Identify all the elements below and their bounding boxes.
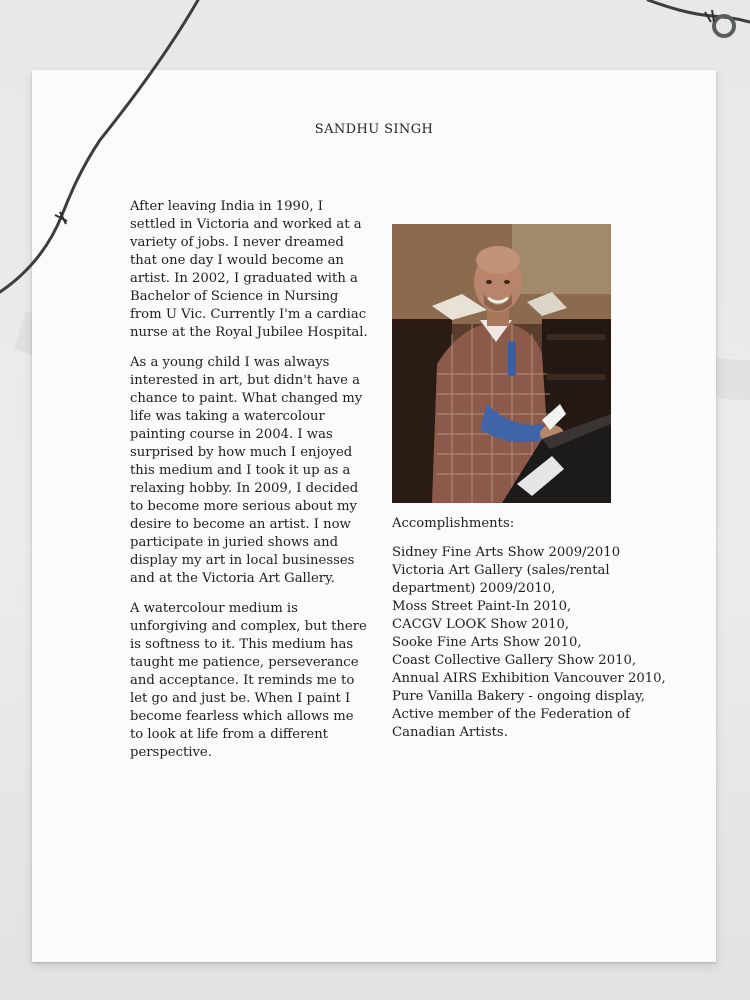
accomplishment-line: Victoria Art Gallery (sales/rental	[392, 563, 610, 578]
accomplishment-line: Sooke Fine Arts Show 2010,	[392, 635, 582, 650]
artist-name-title: SANDHU SINGH	[314, 122, 434, 137]
artist-portrait-photo	[392, 224, 611, 503]
accomplishment-line: CACGV LOOK Show 2010,	[392, 617, 570, 632]
accomplishment-line: Coast Collective Gallery Show 2010,	[392, 653, 637, 668]
accomplishment-line: Canadian Artists.	[392, 725, 508, 740]
accomplishment-line: Active member of the Federation of	[392, 707, 630, 722]
accomplishment-line: Sidney Fine Arts Show 2009/2010	[392, 545, 621, 560]
accomplishment-line: Pure Vanilla Bakery - ongoing display,	[392, 689, 645, 704]
bio-paragraph-1: After leaving India in 1990, I settled in Victoria and worked at a variety of jobs. I never dreamed that one day I would become an artist. In 2002, I graduated with a Bachelor of Science in Nursing from U Vic. Currently I'm a cardiac nurse at the Royal Jubilee Hospital.	[130, 199, 368, 340]
accomplishment-line: Annual AIRS Exhibition Vancouver 2010,	[392, 671, 666, 686]
paper-sheet	[32, 70, 716, 962]
accomplishments-heading: Accomplishments:	[392, 516, 515, 531]
accomplishment-line: Moss Street Paint-In 2010,	[392, 599, 572, 614]
accomplishments-list	[392, 544, 692, 742]
portrait-illustration	[392, 224, 611, 503]
bio-paragraph-2: As a young child I was always interested in art, but didn't have a chance to paint. What changed my life was taking a watercolour painting course in 2004. I was surprised by how much I enjoyed this medium and I took it up as a relaxing hobby. In 2009, I decided to become more serious about my desire to become an artist. I now participate in juried shows and display my art in local businesses and at the Victoria Art Gallery.	[130, 355, 363, 586]
bio-paragraph-3: A watercolour medium is unforgiving and complex, but there is softness to it. This medium has taught me patience, perseverance and acceptance. It reminds me to let go and just be. When I paint I become fearless which allows me to look at life from a different perspective.	[130, 601, 367, 760]
accomplishment-line: department) 2009/2010,	[392, 581, 556, 596]
biography-column	[130, 198, 368, 774]
